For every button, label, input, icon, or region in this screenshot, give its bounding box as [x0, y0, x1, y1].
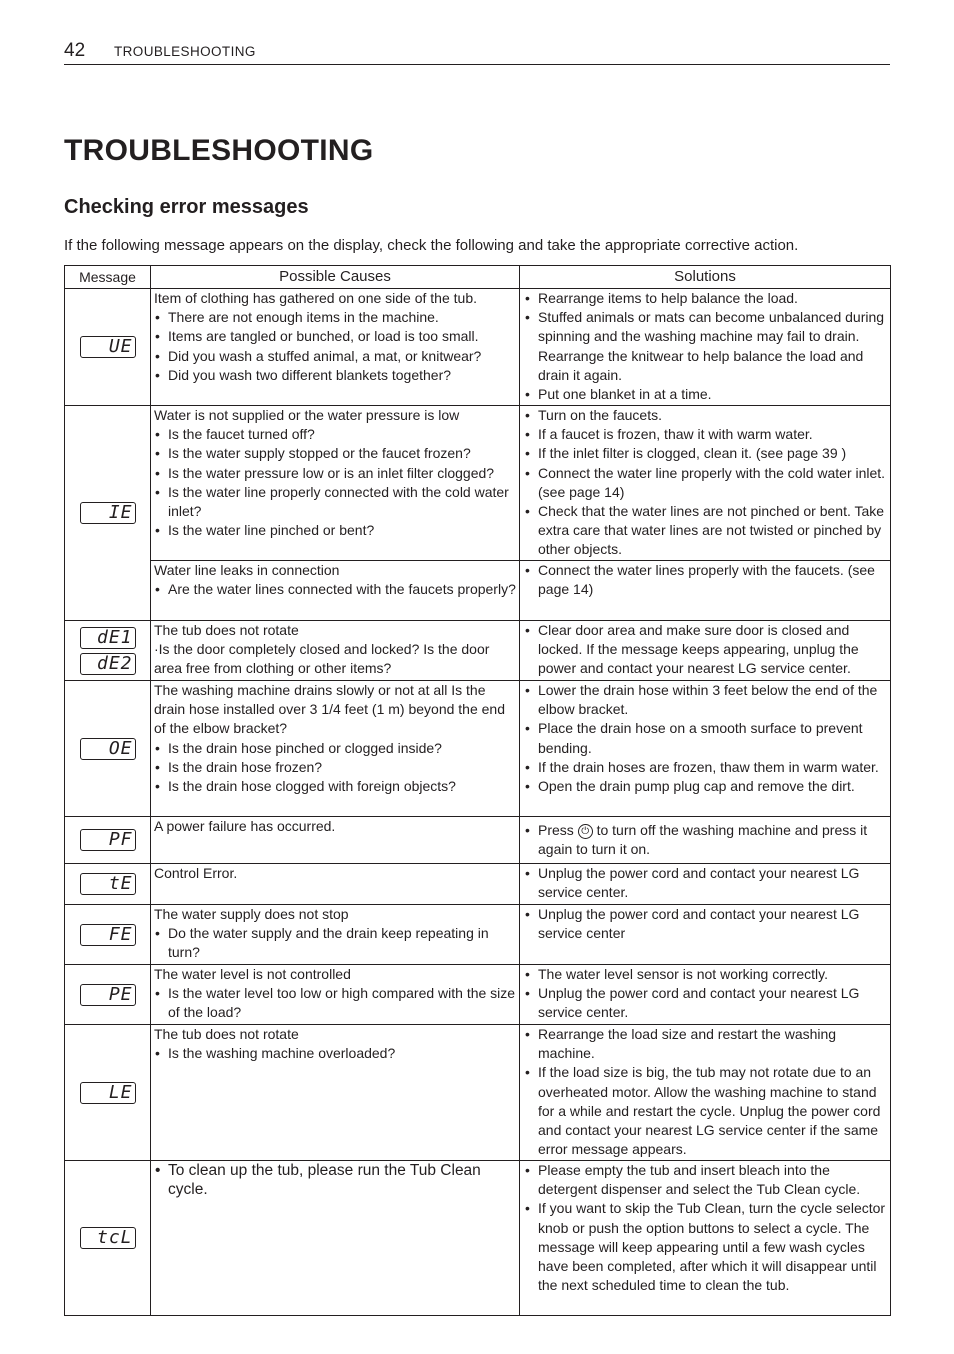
cause-item: • Is the drain hose clogged with foreign objects?: [154, 777, 517, 796]
display-code-ie: IE: [80, 502, 136, 524]
causes-cell: [151, 561, 520, 621]
cause-item: • Did you wash two different blankets together?: [154, 366, 517, 385]
solution-item: • Place the drain hose on a smooth surface to prevent bending.: [524, 719, 888, 757]
section-label: TROUBLESHOOTING: [114, 44, 256, 59]
page-title: TROUBLESHOOTING: [64, 134, 374, 167]
solution-item: • Rearrange items to help balance the load.: [524, 289, 888, 308]
causes-cell: [151, 817, 520, 864]
cause-item: • Is the water pressure low or is an inlet filter clogged?: [154, 464, 517, 483]
table-row-fe: [65, 905, 891, 965]
cause-item: • Is the drain hose frozen?: [154, 758, 517, 777]
solutions-cell: [520, 621, 891, 681]
solution-item: • Unplug the power cord and contact your nearest LG service center: [524, 905, 888, 943]
table-row-pf: [65, 817, 891, 864]
cause-item: • To clean up the tub, please run the Tub Clean cycle.: [154, 1161, 517, 1199]
solution-item: • Open the drain pump plug cap and remove the dirt.: [524, 777, 888, 796]
solution-item: • If a faucet is frozen, thaw it with warm water.: [524, 425, 888, 444]
power-button-icon: ⏻: [578, 824, 593, 839]
display-code-pf: PF: [80, 829, 136, 851]
cause-title: The washing machine drains slowly or not at all Is the drain hose installed over 3 1/4 feet (1 m) beyond the end of the elbow bracket?: [154, 682, 505, 737]
solution-item: • Clear door area and make sure door is closed and locked. If the message keeps appearing, unplug the power and contact your nearest LG service center.: [524, 621, 888, 679]
display-code-oe: OE: [80, 738, 136, 760]
header-message: Message: [65, 266, 151, 289]
cause-item: • Is the water level too low or high compared with the size of the load?: [154, 984, 517, 1022]
solutions-cell: [520, 561, 891, 621]
solutions-cell: [520, 817, 891, 864]
solutions-cell: [520, 289, 891, 406]
solution-item: • If the inlet filter is clogged, clean it. (see page 39 ): [524, 444, 888, 463]
cause-title: Control Error.: [154, 865, 238, 881]
table-row-ie: [65, 406, 891, 561]
table-header-row: [65, 266, 891, 289]
display-code-de2: dE2: [80, 653, 136, 675]
cause-title: Item of clothing has gathered on one side of the tub.: [154, 290, 477, 306]
solution-item: • Unplug the power cord and contact your nearest LG service center.: [524, 864, 888, 902]
cause-item: • Is the water line pinched or bent?: [154, 521, 517, 540]
solution-item: • Please empty the tub and insert bleach into the detergent dispenser and select the Tub Clean cycle.: [524, 1161, 888, 1199]
intro-text: If the following message appears on the display, check the following and take the appropriate corrective action.: [64, 237, 799, 254]
causes-cell: [151, 406, 520, 561]
solutions-cell: [520, 905, 891, 965]
solution-item: • If the drain hoses are frozen, thaw them in warm water.: [524, 758, 888, 777]
solutions-cell: [520, 681, 891, 817]
cause-title: The tub does not rotate: [154, 1026, 299, 1042]
solution-item: • Connect the water lines properly with the faucets. (see page 14): [524, 561, 888, 599]
causes-cell: [151, 864, 520, 905]
table-row-te: [65, 864, 891, 905]
cause-item: • Is the water supply stopped or the faucet frozen?: [154, 444, 517, 463]
causes-cell: [151, 289, 520, 406]
message-cell: [65, 965, 151, 1025]
solutions-cell: [520, 1025, 891, 1161]
error-messages-table: [64, 265, 891, 1316]
causes-cell: [151, 1025, 520, 1161]
message-cell: [65, 406, 151, 621]
table-row-le: [65, 1025, 891, 1161]
table-row-ue: [65, 289, 891, 406]
table-row-ie-leak: [65, 561, 891, 621]
message-cell: [65, 289, 151, 406]
solution-item: • Put one blanket in at a time.: [524, 385, 888, 404]
display-code-pe: PE: [80, 984, 136, 1006]
causes-cell: [151, 681, 520, 817]
page-number: 42: [64, 40, 86, 61]
cause-item: • There are not enough items in the machine.: [154, 308, 517, 327]
solutions-cell: [520, 965, 891, 1025]
cause-item: • Is the water line properly connected with the cold water inlet?: [154, 483, 517, 521]
solution-text-pre: Press: [538, 822, 574, 838]
message-cell: [65, 817, 151, 864]
table-row-de: [65, 621, 891, 681]
cause-item: • Are the water lines connected with the faucets properly?: [154, 580, 517, 599]
message-cell: [65, 1025, 151, 1161]
table-row-tcl: [65, 1161, 891, 1316]
cause-title: The water level is not controlled: [154, 966, 351, 982]
solution-item: [524, 821, 888, 859]
display-code-de1: dE1: [80, 627, 136, 649]
display-code-ue: UE: [80, 336, 136, 358]
message-cell: [65, 864, 151, 905]
message-cell: [65, 621, 151, 681]
cause-title: Water is not supplied or the water pressure is low: [154, 407, 460, 423]
cause-item: • Is the washing machine overloaded?: [154, 1044, 517, 1063]
display-code-le: LE: [80, 1082, 136, 1104]
header-possible-causes: Possible Causes: [151, 266, 520, 289]
causes-cell: [151, 1161, 520, 1316]
causes-cell: [151, 621, 520, 681]
message-cell: [65, 1161, 151, 1316]
solution-item: • Stuffed animals or mats can become unbalanced during spinning and the washing machine may fail to drain. Rearrange the knitwear to help balance the load and drain it again.: [524, 308, 888, 385]
cause-title: The tub does not rotate: [154, 622, 299, 638]
solution-item: • Check that the water lines are not pinched or bent. Take extra care that water lines are not twisted or pinched by other objects.: [524, 502, 888, 560]
solution-item: • Turn on the faucets.: [524, 406, 888, 425]
cause-title: Water line leaks in connection: [154, 562, 340, 578]
causes-cell: [151, 965, 520, 1025]
cause-item: • Is the faucet turned off?: [154, 425, 517, 444]
solutions-cell: [520, 406, 891, 561]
table-row-pe: [65, 965, 891, 1025]
header-solutions: Solutions: [520, 266, 891, 289]
solution-item: • Lower the drain hose within 3 feet below the end of the elbow bracket.: [524, 681, 888, 719]
message-cell: [65, 681, 151, 817]
cause-item: • Items are tangled or bunched, or load is too small.: [154, 327, 517, 346]
cause-item: • Do the water supply and the drain keep repeating in turn?: [154, 924, 517, 962]
solution-item: • Rearrange the load size and restart the washing machine.: [524, 1025, 888, 1063]
causes-cell: [151, 905, 520, 965]
solutions-cell: [520, 1161, 891, 1316]
solution-text-post: to turn off the washing machine and press it again to turn it on.: [538, 822, 868, 858]
solution-item: • The water level sensor is not working correctly.: [524, 965, 888, 984]
solution-item: • If the load size is big, the tub may not rotate due to an overheated motor. Allow the washing machine to stand for a while and restart the cycle. Unplug the power cord and contact your nearest LG service center if the same error message appears.: [524, 1063, 888, 1159]
message-cell: [65, 905, 151, 965]
solution-item: • If you want to skip the Tub Clean, turn the cycle selector knob or push the option buttons to select a cycle. The message will keep appearing until a few wash cycles have been completed, after which it will disappear until the next scheduled time to clean the tub.: [524, 1199, 888, 1295]
table-row-oe: [65, 681, 891, 817]
cause-item: • Did you wash a stuffed animal, a mat, or knitwear?: [154, 347, 517, 366]
page-header: [64, 38, 890, 65]
display-code-fe: FE: [80, 924, 136, 946]
cause-title: A power failure has occurred.: [154, 818, 336, 834]
cause-item: ·Is the door completely closed and locked? Is the door area free from clothing or other items?: [154, 641, 490, 677]
solution-item: • Unplug the power cord and contact your nearest LG service center.: [524, 984, 888, 1022]
section-subtitle: Checking error messages: [64, 196, 309, 218]
display-code-tcl: tcL: [80, 1227, 136, 1249]
solutions-cell: [520, 864, 891, 905]
cause-title: The water supply does not stop: [154, 906, 349, 922]
solution-item: • Connect the water line properly with the cold water inlet. (see page 14): [524, 464, 888, 502]
display-code-te: tE: [80, 873, 136, 895]
cause-item: • Is the drain hose pinched or clogged inside?: [154, 739, 517, 758]
